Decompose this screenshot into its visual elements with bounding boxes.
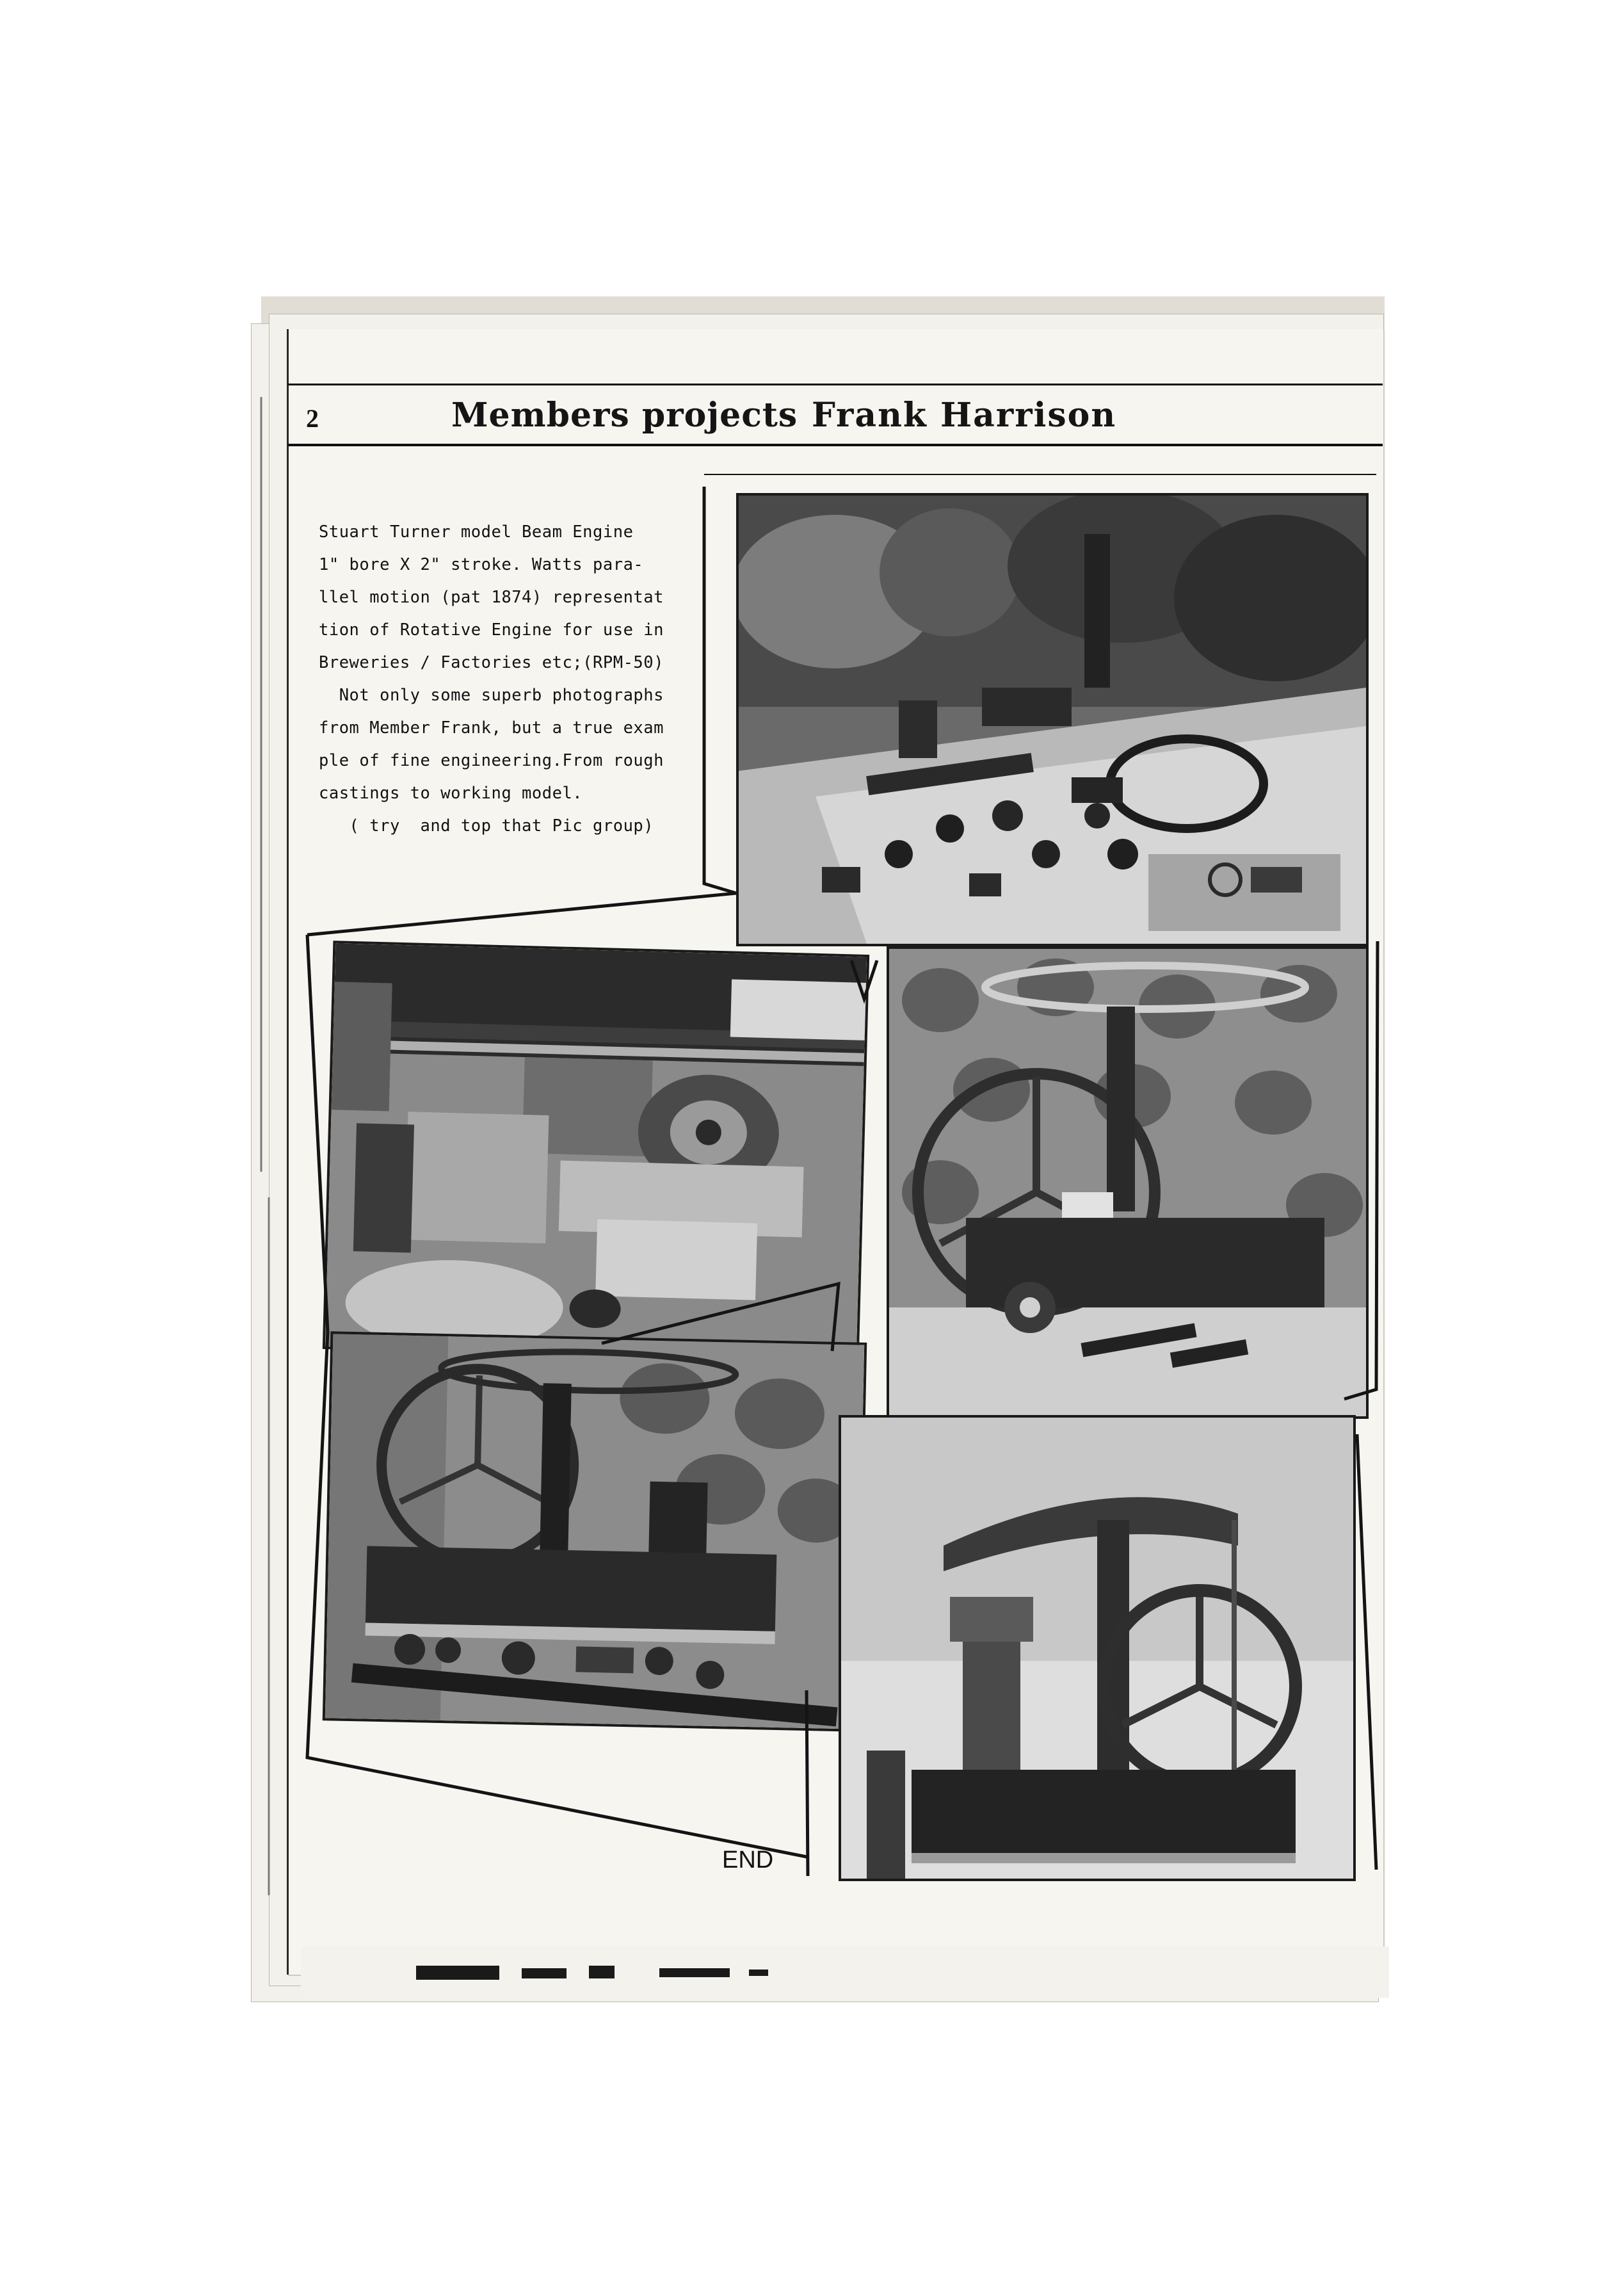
printed-fragment (416, 1966, 499, 1980)
article-line: from Member Frank, but a true exam (319, 718, 664, 738)
header-rule-top (288, 384, 1383, 385)
header-rule-thin (704, 474, 1376, 475)
article-line: castings to working model. (319, 784, 583, 803)
photo-engine-parts (323, 1331, 867, 1731)
photo-engine-patterned (887, 946, 1369, 1419)
photo-lathe (323, 941, 869, 1363)
page-number: 2 (306, 404, 319, 433)
photo-finished-engine-image (841, 1418, 1353, 1879)
printed-fragment (589, 1966, 615, 1978)
next-page-edge (301, 1946, 1389, 1998)
article-line: ( try and top that Pic group) (319, 816, 654, 836)
author-name: Frank Harrison (812, 396, 1117, 435)
printed-fragment (522, 1968, 567, 1978)
photo-engine-patterned-image (889, 949, 1366, 1416)
article-line: 1" bore X 2" stroke. Watts para- (319, 555, 644, 574)
printed-fragment (659, 1968, 730, 1977)
article-line: ple of fine engineering.From rough (319, 751, 664, 770)
article-text (319, 516, 703, 843)
header-rule-bottom (288, 444, 1383, 446)
article-line: Stuart Turner model Beam Engine (319, 522, 634, 542)
article-line: llel motion (pat 1874) representat (319, 588, 664, 607)
photo-castings-image (739, 496, 1366, 944)
photo-finished-engine (839, 1415, 1356, 1881)
article-line: Not only some superb photographs (319, 686, 664, 705)
photo-engine-parts-image (325, 1334, 864, 1729)
article-line: Breweries / Factories etc;(RPM-50) (319, 653, 664, 672)
photo-castings (736, 493, 1369, 946)
page-title: Members projects (451, 396, 798, 435)
end-label: END (722, 1847, 774, 1873)
article-line: tion of Rotative Engine for use in (319, 620, 664, 640)
photo-lathe-image (325, 943, 867, 1361)
printed-fragment (749, 1970, 768, 1976)
